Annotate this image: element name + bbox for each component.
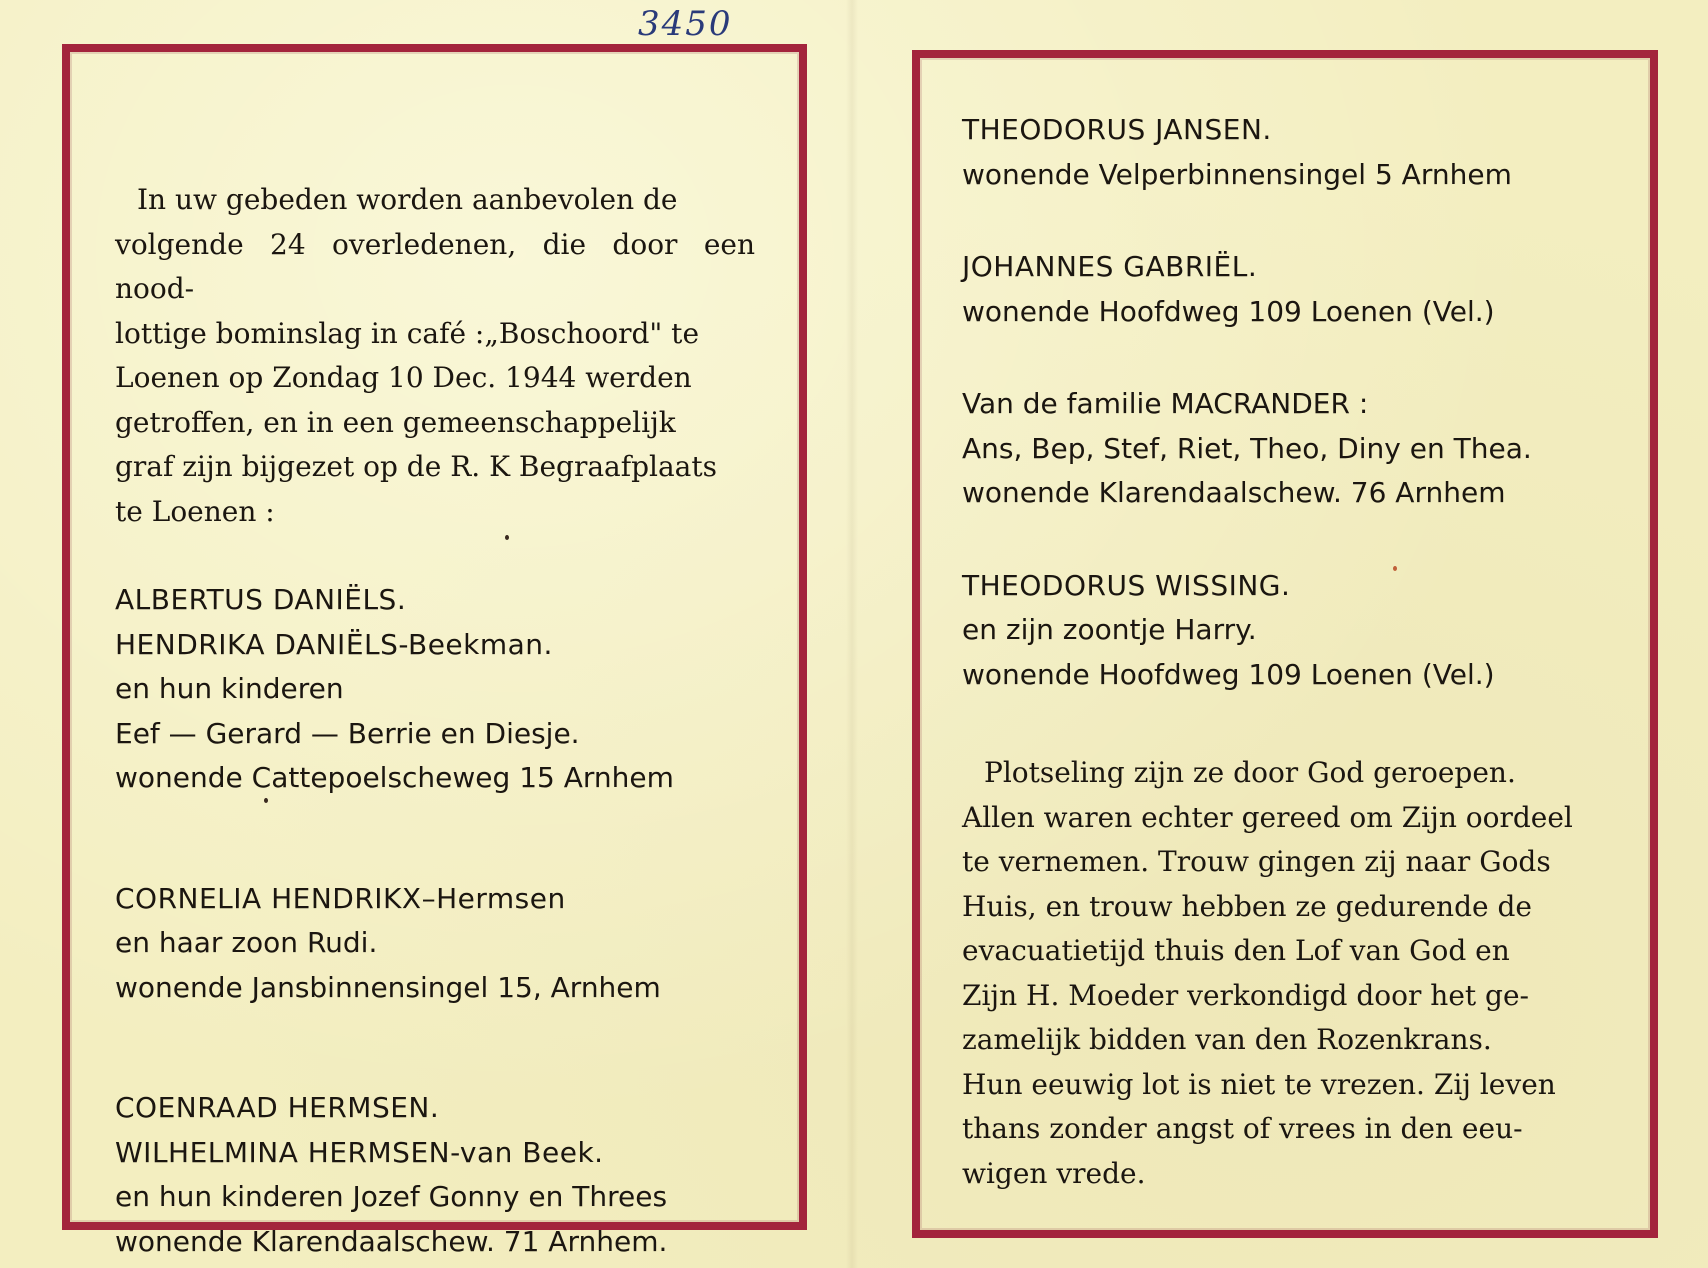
deceased-group-gabriel (962, 245, 1602, 334)
deceased-line: ALBERTUS DANIËLS. (115, 583, 407, 616)
intro-line: getroffen, en in een gemeenschappelijk (115, 405, 676, 439)
closing-line: zamelijk bidden van den Rozenkrans. (962, 1023, 1492, 1056)
intro-line: In uw gebeden worden aanbevolen de (137, 183, 678, 216)
closing-line: Plotseling zijn ze door God geroepen. (984, 756, 1516, 789)
left-page (115, 178, 755, 1264)
closing-line: Hun eeuwig lot is niet te vrezen. Zij leven (962, 1067, 1556, 1101)
closing-line: thans zonder angst of vrees in den eeu- (962, 1112, 1523, 1145)
ink-speck (1393, 566, 1397, 571)
deceased-line: HENDRIKA DANIËLS-Beekman. (115, 627, 553, 661)
deceased-line: COENRAAD HERMSEN. (115, 1091, 440, 1124)
deceased-line: en haar zoon Rudi. (115, 926, 378, 959)
deceased-line: en zijn zoontje Harry. (962, 613, 1257, 646)
intro-paragraph (115, 178, 755, 534)
deceased-line: CORNELIA HENDRIKX–Hermsen (115, 881, 566, 915)
address-line: wonende Klarendaalschew. 76 Arnhem (962, 476, 1506, 509)
closing-line: Zijn H. Moeder verkondigd door het ge- (962, 978, 1530, 1012)
intro-line: volgende 24 overledenen, die door een nood- (115, 227, 755, 305)
intro-line: lottige bominslag in café :„Boschoord" te (115, 316, 700, 350)
closing-line: te vernemen. Trouw gingen zij naar Gods (962, 845, 1551, 878)
address-line: wonende Velperbinnensingel 5 Arnhem (962, 157, 1512, 191)
intro-line: graf zijn bijgezet op de R. K Begraafplaats (115, 450, 717, 483)
handwritten-number: 3450 (638, 4, 733, 44)
deceased-line: WILHELMINA HERMSEN-van Beek. (115, 1135, 604, 1169)
closing-line: wigen vrede. (962, 1156, 1146, 1190)
card-fold (846, 0, 858, 1268)
deceased-group-hermsen (115, 1086, 755, 1264)
closing-paragraph (962, 751, 1602, 1196)
deceased-group-macrander (962, 382, 1602, 516)
ink-speck (264, 798, 268, 803)
deceased-line: en hun kinderen Jozef Gonny en Threes (115, 1180, 668, 1213)
deceased-line: en hun kinderen (115, 672, 344, 705)
address-line: wonende Klarendaalschew. 71 Arnhem. (115, 1224, 668, 1258)
deceased-group-daniels (115, 578, 755, 801)
deceased-line: THEODORUS JANSEN. (962, 113, 1272, 146)
address-line: wonende Jansbinnensingel 15, Arnhem (115, 970, 661, 1004)
closing-line: Huis, en trouw hebben ze gedurende de (962, 889, 1532, 923)
deceased-line: Eef — Gerard — Berrie en Diesje. (115, 716, 580, 750)
address-line: wonende Hoofdweg 109 Loenen (Vel.) (962, 657, 1495, 691)
intro-line: Loenen op Zondag 10 Dec. 1944 werden (115, 361, 692, 394)
deceased-line: THEODORUS WISSING. (962, 568, 1291, 602)
deceased-line: Van de familie MACRANDER : (962, 387, 1369, 420)
closing-line: evacuatietijd thuis den Lof van God en (962, 934, 1510, 967)
closing-line: Allen waren echter gereed om Zijn oordeel (962, 800, 1573, 834)
right-page (962, 108, 1602, 1196)
address-line: wonende Cattepoelscheweg 15 Arnhem (115, 761, 674, 794)
address-line: wonende Hoofdweg 109 Loenen (Vel.) (962, 294, 1495, 328)
intro-line: te Loenen : (115, 494, 275, 528)
deceased-group-wissing (962, 564, 1602, 698)
deceased-line: Ans, Bep, Stef, Riet, Theo, Diny en Thea. (962, 431, 1532, 465)
deceased-group-hendrikx (115, 877, 755, 1011)
deceased-line: JOHANNES GABRIËL. (962, 250, 1258, 283)
deceased-group-jansen (962, 108, 1602, 197)
ink-speck (505, 535, 509, 540)
